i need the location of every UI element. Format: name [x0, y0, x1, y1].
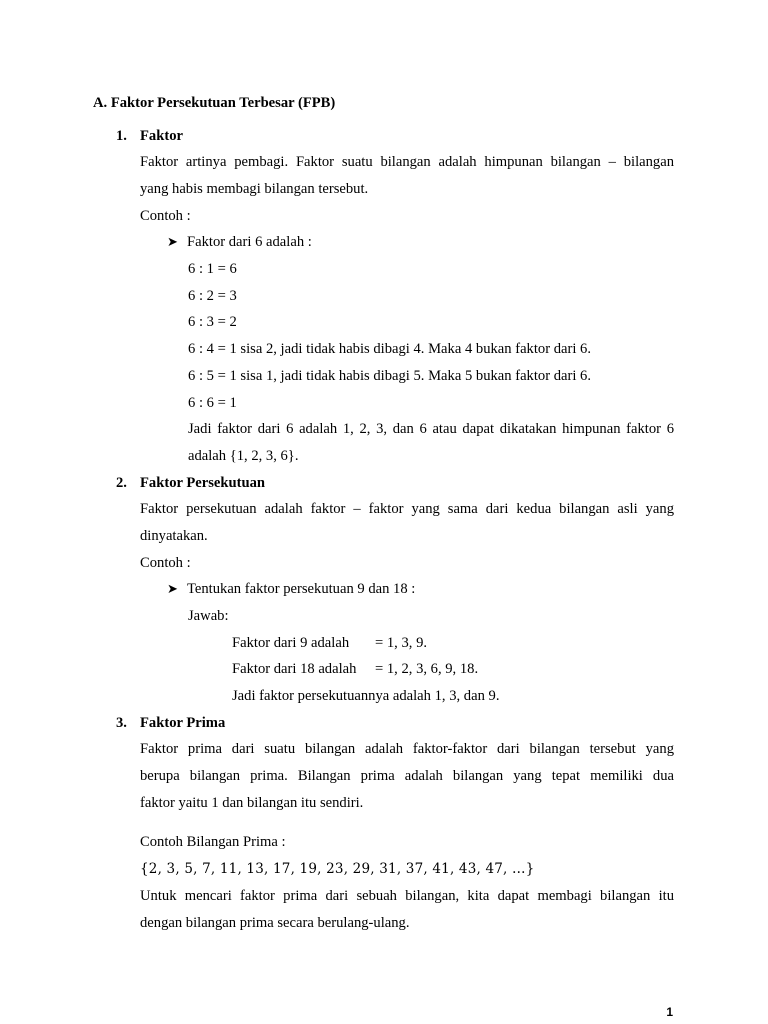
item-heading: Faktor Prima — [140, 715, 226, 731]
example-label: Contoh : — [140, 555, 191, 571]
answer-row-value: = 1, 3, 9. — [375, 635, 428, 651]
calc-line: 6 : 5 = 1 sisa 1, jadi tidak habis dibagi 5. Maka 5 bukan faktor dari 6. — [188, 368, 591, 384]
answer-row-label: Faktor dari 9 adalah — [232, 635, 350, 651]
section-title: A. Faktor Persekutuan Terbesar (FPB) — [93, 95, 336, 111]
paragraph-line: Faktor artinya pembagi. Faktor suatu bilangan adalah himpunan bilangan – bilangan — [140, 154, 674, 170]
paragraph-line: Faktor persekutuan adalah faktor – faktor yang sama dari kedua bilangan asli yang — [140, 501, 674, 517]
paragraph-line: faktor yaitu 1 dan bilangan itu sendiri. — [140, 795, 364, 811]
item-number: 1. — [116, 128, 127, 144]
calc-line: 6 : 3 = 2 — [188, 314, 237, 330]
paragraph-line: Untuk mencari faktor prima dari sebuah bilangan, kita dapat membagi bilangan itu — [140, 888, 674, 904]
calc-line: 6 : 6 = 1 — [188, 395, 237, 411]
answer-label: Jawab: — [188, 608, 229, 624]
calc-line: 6 : 4 = 1 sisa 2, jadi tidak habis dibagi 4. Maka 4 bukan faktor dari 6. — [188, 341, 591, 357]
page-number: 1 — [666, 1005, 673, 1019]
arrow-bullet-icon: ➤ — [167, 235, 178, 250]
answer-row — [232, 634, 427, 652]
calc-line: 6 : 2 = 3 — [188, 288, 237, 304]
paragraph-line: dengan bilangan prima secara berulang-ulang. — [140, 915, 410, 931]
paragraph-line: yang habis membagi bilangan tersebut. — [140, 181, 369, 197]
arrow-bullet-icon: ➤ — [167, 582, 178, 597]
bullet-text: Faktor dari 6 adalah : — [187, 234, 312, 250]
item-number: 2. — [116, 475, 127, 491]
paragraph-line: berupa bilangan prima. Bilangan prima adalah bilangan yang tepat memiliki dua — [140, 768, 674, 784]
prime-set: {2, 3, 5, 7, 11, 13, 17, 19, 23, 29, 31, 37, 41, 43, 47, …} — [140, 861, 535, 877]
example-label: Contoh : — [140, 208, 191, 224]
conclusion-line: Jadi faktor persekutuannya adalah 1, 3, dan 9. — [232, 688, 500, 704]
item-number: 3. — [116, 715, 127, 731]
example-label: Contoh Bilangan Prima : — [140, 834, 286, 850]
item-heading: Faktor — [140, 128, 183, 144]
conclusion-line: Jadi faktor dari 6 adalah 1, 2, 3, dan 6 atau dapat dikatakan himpunan faktor 6 — [188, 421, 674, 437]
bullet-item — [167, 580, 415, 599]
bullet-item — [167, 233, 312, 252]
paragraph-line: dinyatakan. — [140, 528, 208, 544]
answer-row — [232, 660, 478, 678]
bullet-text: Tentukan faktor persekutuan 9 dan 18 : — [187, 581, 416, 597]
conclusion-line: adalah {1, 2, 3, 6}. — [188, 448, 299, 464]
answer-row-value: = 1, 2, 3, 6, 9, 18. — [375, 661, 479, 677]
item-heading: Faktor Persekutuan — [140, 475, 265, 491]
answer-row-label: Faktor dari 18 adalah — [232, 661, 357, 677]
calc-line: 6 : 1 = 6 — [188, 261, 237, 277]
paragraph-line: Faktor prima dari suatu bilangan adalah faktor-faktor dari bilangan tersebut yang — [140, 741, 674, 757]
